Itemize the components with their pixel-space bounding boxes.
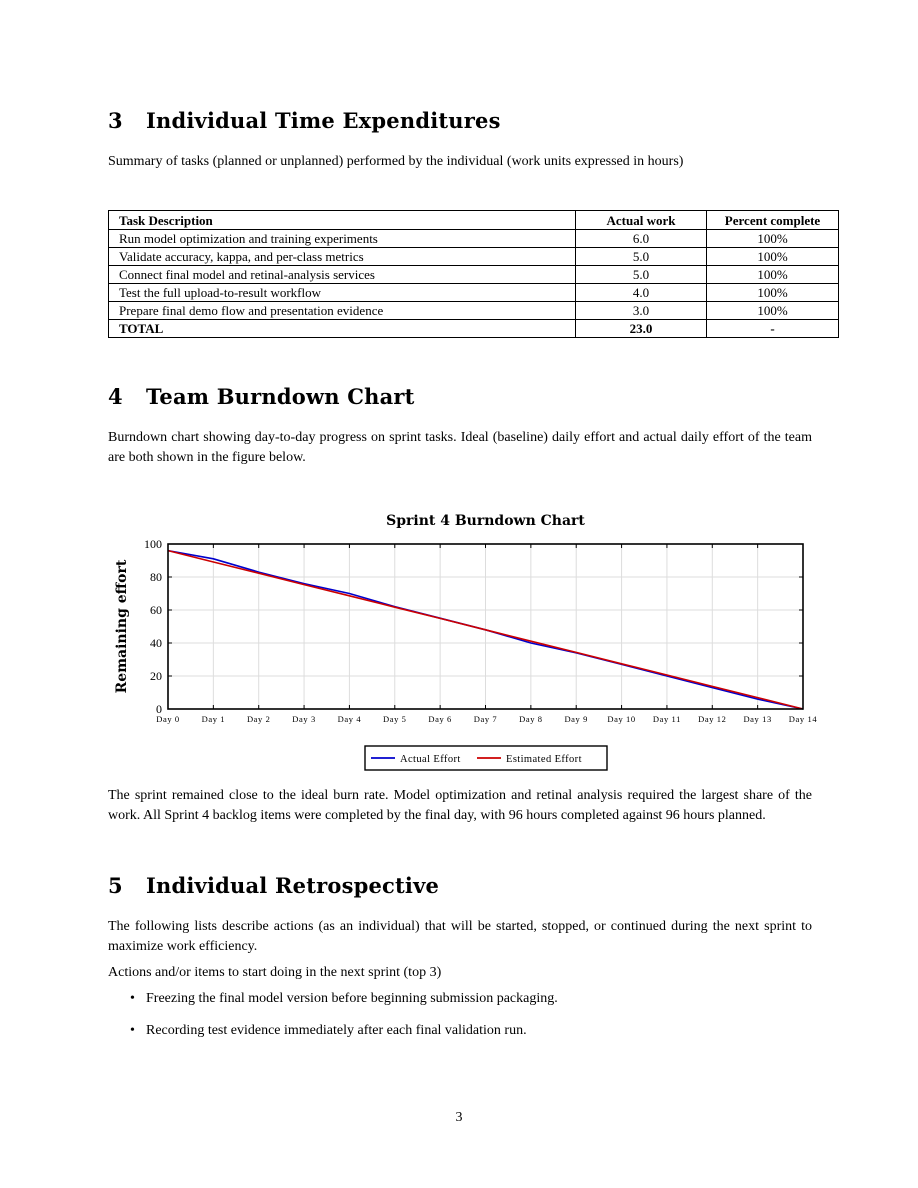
row-percent: 100% [707,284,839,302]
x-tick-label: Day 3 [292,714,316,724]
row-actual: 4.0 [576,284,707,302]
section-5-heading [108,873,439,898]
row-task: Prepare final demo flow and presentation evidence [109,302,576,320]
section-4-summary: The sprint remained close to the ideal burn rate. Model optimization and retinal analysis required the largest share of the work. All Sprint 4 backlog items were completed by the final day, with 96 hours completed against 96 hours planned. [108,788,812,823]
section-title: Individual Retrospective [146,873,440,898]
list-item [108,990,558,1008]
x-tick-label: Day 2 [246,714,271,724]
row-task: Validate accuracy, kappa, and per-class metrics [109,248,576,266]
section-3-heading [108,108,501,133]
section-number: 4 [108,384,123,409]
time-expenditure-table [108,210,839,338]
total-percent: - [707,320,839,338]
total-actual: 23.0 [576,320,707,338]
table-row [109,248,839,266]
section-3-intro: Summary of tasks (planned or unplanned) performed by the individual (work units expressed in hours) [108,154,684,169]
row-task: Test the full upload-to-result workflow [109,284,576,302]
section-title: Team Burndown Chart [146,384,415,409]
total-label: TOTAL [109,320,576,338]
row-percent: 100% [707,248,839,266]
table-row [109,266,839,284]
y-tick-label: 100 [144,537,162,551]
x-tick-label: Day 6 [428,714,452,724]
section-title: Individual Time Expenditures [146,108,501,133]
table-total-row [109,320,839,338]
bullet-icon: • [130,991,135,1006]
x-tick-label: Day 7 [473,714,498,724]
bullet-icon: • [130,1023,135,1038]
y-tick-label: 20 [150,669,162,683]
x-tick-label: Day 5 [383,714,407,724]
row-task: Connect final model and retinal-analysis services [109,266,576,284]
y-tick-label: 0 [156,702,162,716]
header-task: Task Description [109,211,576,230]
table-row [109,230,839,248]
chart-title: Sprint 4 Burndown Chart [386,513,585,529]
row-percent: 100% [707,230,839,248]
legend-label: Actual Effort [400,754,461,765]
x-tick-label: Day 14 [788,714,818,724]
start-doing-list [108,990,558,1054]
y-axis-label: Remaining effort [114,559,130,694]
section-number: 3 [108,108,123,133]
y-tick-label: 60 [150,603,162,617]
x-tick-label: Day 12 [698,714,727,724]
row-percent: 100% [707,302,839,320]
section-number: 5 [108,873,123,898]
x-tick-label: Day 1 [201,714,226,724]
row-actual: 3.0 [576,302,707,320]
table-row [109,302,839,320]
burndown-chart [100,505,830,775]
header-actual: Actual work [576,211,707,230]
x-tick-label: Day 4 [337,714,362,724]
table-header-row [109,211,839,230]
table-row [109,284,839,302]
row-percent: 100% [707,266,839,284]
page-number: 3 [455,1110,463,1125]
x-tick-label: Day 11 [652,714,681,724]
x-tick-label: Day 9 [564,714,588,724]
y-tick-label: 40 [150,636,162,650]
section-4-heading [108,384,415,409]
section-5-intro: The following lists describe actions (as an individual) that will be started, stopped, or continued during the next sprint to maximize work efficiency. [108,919,812,954]
row-actual: 6.0 [576,230,707,248]
legend-label: Estimated Effort [506,754,582,765]
y-tick-label: 80 [150,570,162,584]
header-percent: Percent complete [707,211,839,230]
list-item-text: Recording test evidence immediately after each final validation run. [146,1023,527,1038]
list-item-text: Freezing the final model version before beginning submission packaging. [146,991,558,1006]
row-actual: 5.0 [576,266,707,284]
x-tick-label: Day 8 [519,714,543,724]
list-item [108,1022,558,1040]
x-tick-label: Day 10 [607,714,636,724]
row-task: Run model optimization and training experiments [109,230,576,248]
start-doing-heading: Actions and/or items to start doing in the next sprint (top 3) [108,965,442,980]
x-tick-label: Day 13 [743,714,772,724]
x-tick-label: Day 0 [156,714,180,724]
section-4-intro: Burndown chart showing day-to-day progress on sprint tasks. Ideal (baseline) daily effort and actual daily effort of the team are both shown in the figure below. [108,430,812,465]
row-actual: 5.0 [576,248,707,266]
